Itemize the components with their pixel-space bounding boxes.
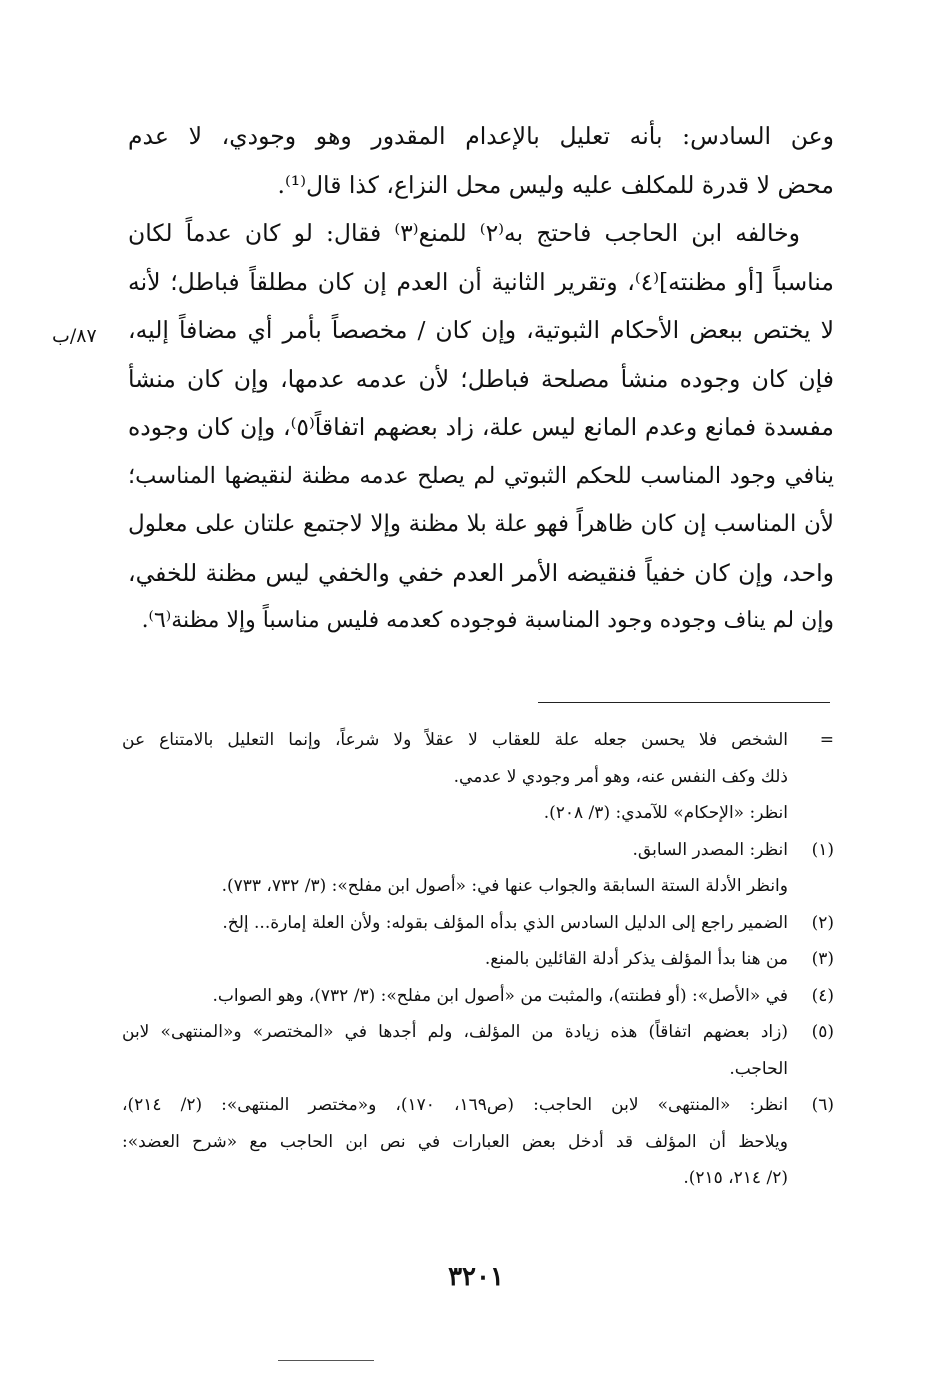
footnote-number: (١) — [811, 839, 834, 860]
main-text-line: لا يختص ببعض الأحكام الثبوتية، وإن كان / مخصصاً بأمر أي مضافاً إليه، — [128, 316, 834, 344]
footnote-line: في «الأصل»: (أو فطنته)، والمثبت من «أصول ابن مفلح»: (٣/ ٧٣٢)، وهو الصواب. — [212, 985, 788, 1006]
main-text-line: وعن السادس: بأنه تعليل بالإعدام المقدور وهو وجودي، لا عدم — [128, 122, 834, 150]
main-text-line: ينافي وجود المناسب للحكم الثبوتي لم يصلح عدمه مظنة لنقيضها المناسب؛ — [128, 462, 834, 489]
main-text-line: لأن المناسب إن كان ظاهراً فهو علة بلا مظنة وإلا لاجتمع علتان على معلول — [128, 511, 834, 537]
footnote-line: الضمير راجع إلى الدليل السادس الذي بدأه المؤلف بقوله: ولأن العلة إمارة... إلخ. — [222, 912, 788, 933]
continuation-mark: = — [819, 730, 834, 750]
main-text-line: مناسباً [أو مظنته]⁽٤⁾، وتقرير الثانية أن العدم إن كان مطلقاً فباطل؛ لأنه — [128, 267, 834, 296]
footnote-line: انظر: «المنتهى» لابن الحاجب: (ص١٦٩، ١٧٠)، و«مختصر المنتهى»: (٢/ ٢١٤)، — [122, 1095, 788, 1115]
footnote-2 — [122, 905, 834, 942]
footnote-4 — [122, 978, 834, 1015]
footnote-line: وانظر الأدلة الستة السابقة والجواب عنها في: «أصول ابن مفلح»: (٣/ ٧٣٢، ٧٣٣). — [221, 876, 788, 896]
footnote-line: ويلاحظ أن المؤلف قد أدخل بعض العبارات في نص ابن الحاجب مع «شرح العضد»: — [122, 1131, 788, 1152]
footnote-number: (٤) — [811, 985, 834, 1006]
bottom-divider — [278, 1360, 374, 1361]
main-text-line: محض لا قدرة للمكلف عليه وليس محل النزاع، كذا قال⁽¹⁾. — [277, 170, 834, 199]
footnote-line: الشخص فلا يحسن جعله علة للعقاب لا عقلاً ولا شرعاً، وإنما التعليل بالامتناع عن — [122, 730, 788, 750]
footnote-line: من هنا بدأ المؤلف يذكر أدلة القائلين بالمنع. — [484, 949, 788, 969]
page-number: ٣٢٠١ — [448, 1262, 504, 1292]
footnote-5 — [122, 1014, 834, 1087]
footnote-number: (٢) — [811, 912, 834, 933]
footnote-continuation — [122, 722, 834, 832]
main-text-line: وإن لم يناف وجوده وجود المناسبة فوجوده كعدمه فليس مناسباً وإلا مظنة⁽٦⁾. — [141, 608, 834, 633]
footnote-line: انظر: «الإحكام» للآمدي: (٣/ ٢٠٨). — [543, 803, 788, 823]
footnote-line: الحاجب. — [729, 1058, 788, 1079]
main-text-line: وخالفه ابن الحاجب فاحتج به⁽٢⁾ للمنع⁽٣⁾ فقال: لو كان عدماً لكان — [128, 219, 800, 247]
main-body-text — [128, 112, 834, 646]
footnote-3 — [122, 941, 834, 978]
main-text-line: واحد، وإن كان خفياً فنقيضه الأمر العدم خفي والخفي ليس مظنة للخفي، — [128, 558, 834, 587]
footnote-line: (زاد بعضهم اتفاقاً) هذه زيادة من المؤلف، ولم أجدها في «المختصر» و«المنتهى» لابن — [122, 1022, 788, 1042]
footnote-number: (٦) — [811, 1095, 834, 1115]
footnote-line: (٢/ ٢١٤، ٢١٥). — [683, 1168, 788, 1188]
footnote-line: ذلك وكف النفس عنه، وهو أمر وجودي لا عدمي. — [453, 766, 788, 787]
footnote-number: (٥) — [811, 1022, 834, 1042]
manuscript-folio-marker: ٨٧/ب — [52, 325, 97, 347]
main-text-line: مفسدة فمانع وعدم المانع ليس علة، زاد بعضهم اتفاقاً⁽٥⁾، وإن كان وجوده — [128, 413, 834, 441]
footnote-number: (٣) — [811, 949, 834, 969]
footnotes-section — [122, 722, 834, 1197]
footnote-separator — [538, 702, 830, 703]
footnote-line: انظر: المصدر السابق. — [632, 839, 788, 860]
footnote-1 — [122, 832, 834, 905]
footnote-6 — [122, 1087, 834, 1197]
main-text-line: فإن كان وجوده منشأ مصلحة فباطل؛ لأن عدمه عدمها، وإن كان منشأ — [128, 364, 834, 393]
